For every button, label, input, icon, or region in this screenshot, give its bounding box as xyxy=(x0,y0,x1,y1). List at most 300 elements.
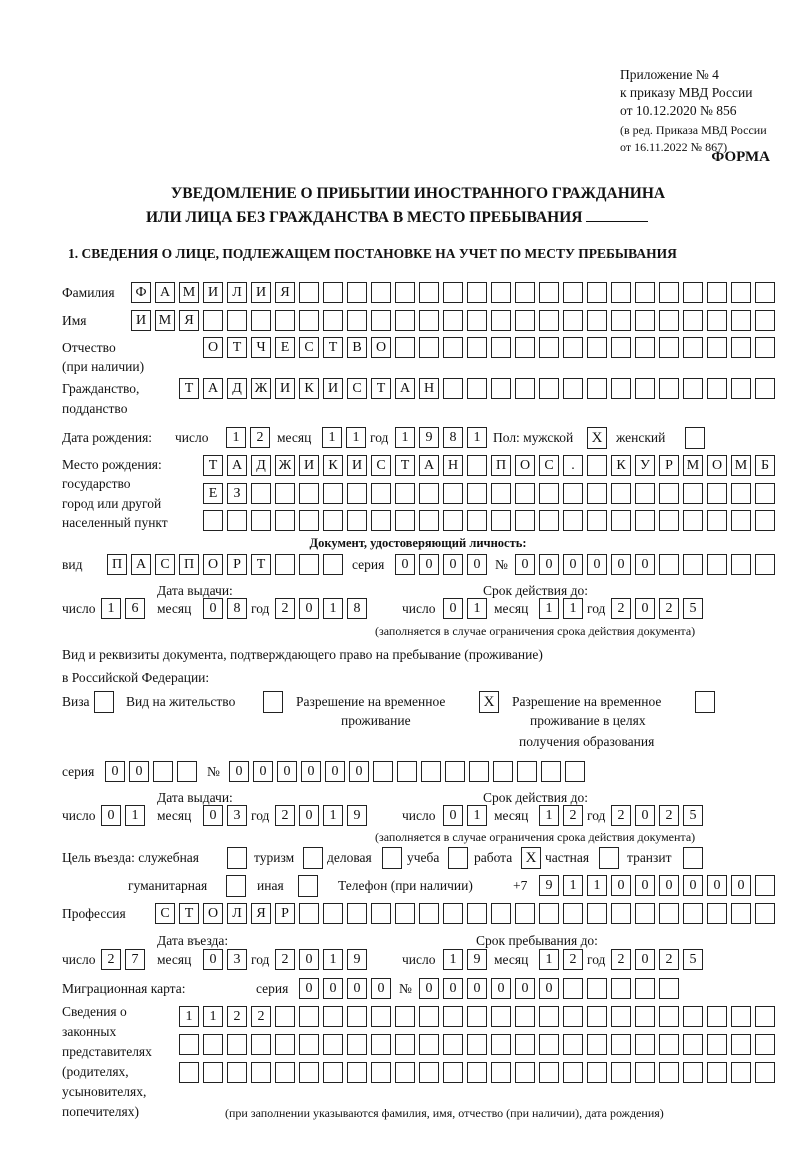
char-cell[interactable] xyxy=(565,761,585,782)
char-cell[interactable]: . xyxy=(563,455,583,476)
char-cell[interactable] xyxy=(683,483,703,504)
char-cell[interactable]: 0 xyxy=(371,978,391,999)
char-cell[interactable] xyxy=(491,310,511,331)
char-cell[interactable] xyxy=(443,1034,463,1055)
char-cell[interactable] xyxy=(395,282,415,303)
char-cell[interactable] xyxy=(731,1006,751,1027)
char-cell[interactable] xyxy=(587,378,607,399)
char-cell[interactable]: 0 xyxy=(515,554,535,575)
char-cell[interactable] xyxy=(251,310,271,331)
char-cell[interactable] xyxy=(491,1006,511,1027)
char-cell[interactable]: 5 xyxy=(683,949,703,970)
char-cell[interactable] xyxy=(587,310,607,331)
char-cell[interactable]: 0 xyxy=(491,978,511,999)
char-cell[interactable] xyxy=(347,903,367,924)
char-cell[interactable] xyxy=(515,1006,535,1027)
char-cell[interactable]: 0 xyxy=(635,805,655,826)
char-cell[interactable] xyxy=(563,337,583,358)
char-cell[interactable]: 2 xyxy=(659,805,679,826)
char-cell[interactable] xyxy=(731,378,751,399)
char-cell[interactable]: 0 xyxy=(707,875,727,896)
char-cell[interactable]: 0 xyxy=(419,554,439,575)
char-cell[interactable] xyxy=(659,378,679,399)
char-cell[interactable]: И xyxy=(299,455,319,476)
char-cell[interactable] xyxy=(203,1034,223,1055)
char-cell[interactable] xyxy=(515,310,535,331)
char-cell[interactable] xyxy=(683,510,703,531)
purpose-private-checkbox[interactable] xyxy=(599,847,619,869)
char-cell[interactable] xyxy=(611,1034,631,1055)
char-cell[interactable]: Р xyxy=(659,455,679,476)
char-cell[interactable] xyxy=(683,378,703,399)
char-cell[interactable] xyxy=(587,1034,607,1055)
char-cell[interactable]: 0 xyxy=(635,554,655,575)
char-cell[interactable]: 0 xyxy=(539,978,559,999)
char-cell[interactable] xyxy=(275,510,295,531)
char-cell[interactable] xyxy=(515,1062,535,1083)
char-cell[interactable]: 9 xyxy=(467,949,487,970)
char-cell[interactable] xyxy=(443,510,463,531)
char-cell[interactable] xyxy=(419,903,439,924)
char-cell[interactable] xyxy=(467,483,487,504)
char-cell[interactable] xyxy=(611,310,631,331)
char-cell[interactable]: П xyxy=(491,455,511,476)
char-cell[interactable]: И xyxy=(251,282,271,303)
purpose-other-checkbox[interactable] xyxy=(298,875,318,897)
char-cell[interactable]: 5 xyxy=(683,598,703,619)
char-cell[interactable]: 0 xyxy=(611,554,631,575)
char-cell[interactable] xyxy=(635,282,655,303)
char-cell[interactable]: А xyxy=(419,455,439,476)
char-cell[interactable]: А xyxy=(227,455,247,476)
char-cell[interactable] xyxy=(611,282,631,303)
char-cell[interactable] xyxy=(731,483,751,504)
char-cell[interactable] xyxy=(443,378,463,399)
char-cell[interactable]: 2 xyxy=(659,598,679,619)
char-cell[interactable] xyxy=(443,483,463,504)
purpose-official-checkbox[interactable] xyxy=(227,847,247,869)
char-cell[interactable] xyxy=(755,1006,775,1027)
char-cell[interactable] xyxy=(299,483,319,504)
char-cell[interactable] xyxy=(731,1062,751,1083)
char-cell[interactable]: 0 xyxy=(101,805,121,826)
char-cell[interactable] xyxy=(707,337,727,358)
char-cell[interactable]: С xyxy=(155,554,175,575)
char-cell[interactable]: О xyxy=(707,455,727,476)
char-cell[interactable]: О xyxy=(371,337,391,358)
char-cell[interactable] xyxy=(347,282,367,303)
char-cell[interactable]: О xyxy=(203,554,223,575)
char-cell[interactable] xyxy=(755,1034,775,1055)
char-cell[interactable] xyxy=(395,1034,415,1055)
char-cell[interactable] xyxy=(251,483,271,504)
char-cell[interactable] xyxy=(515,378,535,399)
char-cell[interactable] xyxy=(755,483,775,504)
char-cell[interactable] xyxy=(683,310,703,331)
char-cell[interactable] xyxy=(347,1006,367,1027)
char-cell[interactable] xyxy=(515,483,535,504)
char-cell[interactable]: 0 xyxy=(467,554,487,575)
char-cell[interactable]: Т xyxy=(371,378,391,399)
char-cell[interactable] xyxy=(755,554,775,575)
char-cell[interactable] xyxy=(323,310,343,331)
char-cell[interactable]: Ж xyxy=(275,455,295,476)
char-cell[interactable] xyxy=(467,282,487,303)
char-cell[interactable]: 1 xyxy=(346,427,366,448)
char-cell[interactable]: Л xyxy=(227,282,247,303)
char-cell[interactable]: 0 xyxy=(301,761,321,782)
char-cell[interactable]: А xyxy=(131,554,151,575)
char-cell[interactable] xyxy=(517,761,537,782)
char-cell[interactable] xyxy=(469,761,489,782)
char-cell[interactable]: 1 xyxy=(101,598,121,619)
char-cell[interactable]: М xyxy=(683,455,703,476)
char-cell[interactable]: 9 xyxy=(539,875,559,896)
char-cell[interactable] xyxy=(491,1034,511,1055)
char-cell[interactable] xyxy=(203,310,223,331)
char-cell[interactable]: К xyxy=(323,455,343,476)
char-cell[interactable] xyxy=(299,282,319,303)
char-cell[interactable]: Т xyxy=(179,903,199,924)
char-cell[interactable] xyxy=(755,378,775,399)
char-cell[interactable]: Б xyxy=(755,455,775,476)
char-cell[interactable] xyxy=(539,337,559,358)
char-cell[interactable] xyxy=(731,510,751,531)
char-cell[interactable] xyxy=(515,337,535,358)
char-cell[interactable] xyxy=(347,510,367,531)
char-cell[interactable] xyxy=(395,483,415,504)
char-cell[interactable] xyxy=(755,1062,775,1083)
char-cell[interactable] xyxy=(395,510,415,531)
char-cell[interactable] xyxy=(419,1034,439,1055)
char-cell[interactable]: 0 xyxy=(539,554,559,575)
char-cell[interactable]: 0 xyxy=(299,978,319,999)
char-cell[interactable] xyxy=(371,310,391,331)
char-cell[interactable] xyxy=(203,510,223,531)
char-cell[interactable] xyxy=(587,1006,607,1027)
char-cell[interactable] xyxy=(467,510,487,531)
char-cell[interactable]: 0 xyxy=(635,598,655,619)
char-cell[interactable]: Д xyxy=(251,455,271,476)
char-cell[interactable] xyxy=(299,510,319,531)
char-cell[interactable]: 0 xyxy=(277,761,297,782)
char-cell[interactable]: И xyxy=(131,310,151,331)
char-cell[interactable]: 1 xyxy=(467,598,487,619)
char-cell[interactable]: А xyxy=(203,378,223,399)
char-cell[interactable] xyxy=(539,903,559,924)
char-cell[interactable] xyxy=(635,1006,655,1027)
char-cell[interactable]: К xyxy=(611,455,631,476)
char-cell[interactable] xyxy=(731,310,751,331)
char-cell[interactable] xyxy=(563,1034,583,1055)
char-cell[interactable] xyxy=(659,337,679,358)
char-cell[interactable]: И xyxy=(275,378,295,399)
char-cell[interactable]: 0 xyxy=(515,978,535,999)
char-cell[interactable]: 0 xyxy=(443,554,463,575)
char-cell[interactable] xyxy=(443,282,463,303)
char-cell[interactable]: 1 xyxy=(563,875,583,896)
char-cell[interactable]: 2 xyxy=(250,427,270,448)
char-cell[interactable]: Д xyxy=(227,378,247,399)
char-cell[interactable] xyxy=(611,337,631,358)
char-cell[interactable]: 2 xyxy=(101,949,121,970)
char-cell[interactable] xyxy=(395,337,415,358)
char-cell[interactable]: 0 xyxy=(347,978,367,999)
char-cell[interactable] xyxy=(635,310,655,331)
char-cell[interactable] xyxy=(227,1062,247,1083)
char-cell[interactable] xyxy=(445,761,465,782)
char-cell[interactable]: 0 xyxy=(587,554,607,575)
char-cell[interactable] xyxy=(395,1062,415,1083)
char-cell[interactable]: 0 xyxy=(253,761,273,782)
char-cell[interactable]: 2 xyxy=(275,598,295,619)
char-cell[interactable] xyxy=(731,282,751,303)
char-cell[interactable]: 3 xyxy=(227,805,247,826)
char-cell[interactable] xyxy=(275,554,295,575)
char-cell[interactable]: Е xyxy=(203,483,223,504)
char-cell[interactable] xyxy=(659,1034,679,1055)
char-cell[interactable] xyxy=(467,337,487,358)
purpose-study-checkbox[interactable] xyxy=(448,847,468,869)
char-cell[interactable]: 0 xyxy=(467,978,487,999)
char-cell[interactable] xyxy=(659,903,679,924)
char-cell[interactable]: 1 xyxy=(203,1006,223,1027)
purpose-transit-checkbox[interactable] xyxy=(683,847,703,869)
char-cell[interactable]: 2 xyxy=(611,805,631,826)
char-cell[interactable] xyxy=(467,455,487,476)
char-cell[interactable]: 0 xyxy=(299,598,319,619)
char-cell[interactable] xyxy=(227,510,247,531)
char-cell[interactable]: 0 xyxy=(203,598,223,619)
char-cell[interactable] xyxy=(755,510,775,531)
char-cell[interactable] xyxy=(707,1034,727,1055)
char-cell[interactable]: 0 xyxy=(731,875,751,896)
char-cell[interactable]: 0 xyxy=(395,554,415,575)
char-cell[interactable] xyxy=(179,1062,199,1083)
purpose-tourism-checkbox[interactable] xyxy=(303,847,323,869)
char-cell[interactable]: 1 xyxy=(323,949,343,970)
char-cell[interactable]: 1 xyxy=(395,427,415,448)
char-cell[interactable] xyxy=(635,483,655,504)
char-cell[interactable]: И xyxy=(203,282,223,303)
char-cell[interactable] xyxy=(443,1006,463,1027)
char-cell[interactable] xyxy=(395,1006,415,1027)
char-cell[interactable] xyxy=(373,761,393,782)
char-cell[interactable]: А xyxy=(395,378,415,399)
char-cell[interactable]: Ф xyxy=(131,282,151,303)
sex-female-checkbox[interactable] xyxy=(685,427,705,449)
char-cell[interactable]: 1 xyxy=(323,598,343,619)
char-cell[interactable] xyxy=(419,337,439,358)
char-cell[interactable] xyxy=(443,903,463,924)
char-cell[interactable]: 0 xyxy=(611,875,631,896)
char-cell[interactable] xyxy=(371,1062,391,1083)
char-cell[interactable] xyxy=(683,1006,703,1027)
char-cell[interactable]: 8 xyxy=(443,427,463,448)
char-cell[interactable]: 1 xyxy=(467,427,487,448)
char-cell[interactable]: Я xyxy=(179,310,199,331)
temp-residence-edu-checkbox[interactable] xyxy=(695,691,715,713)
char-cell[interactable] xyxy=(179,1034,199,1055)
char-cell[interactable] xyxy=(371,1006,391,1027)
char-cell[interactable]: 1 xyxy=(322,427,342,448)
char-cell[interactable] xyxy=(587,978,607,999)
char-cell[interactable] xyxy=(659,1062,679,1083)
char-cell[interactable] xyxy=(421,761,441,782)
char-cell[interactable]: 1 xyxy=(563,598,583,619)
char-cell[interactable] xyxy=(299,1034,319,1055)
char-cell[interactable] xyxy=(587,510,607,531)
char-cell[interactable]: 1 xyxy=(587,875,607,896)
char-cell[interactable] xyxy=(707,1062,727,1083)
char-cell[interactable]: 1 xyxy=(443,949,463,970)
char-cell[interactable] xyxy=(275,1062,295,1083)
char-cell[interactable]: 0 xyxy=(349,761,369,782)
char-cell[interactable] xyxy=(515,510,535,531)
char-cell[interactable] xyxy=(755,310,775,331)
char-cell[interactable] xyxy=(683,1034,703,1055)
char-cell[interactable]: 0 xyxy=(325,761,345,782)
char-cell[interactable] xyxy=(731,554,751,575)
char-cell[interactable]: 1 xyxy=(539,949,559,970)
char-cell[interactable] xyxy=(635,903,655,924)
char-cell[interactable] xyxy=(371,282,391,303)
char-cell[interactable]: А xyxy=(155,282,175,303)
char-cell[interactable] xyxy=(755,282,775,303)
char-cell[interactable] xyxy=(347,310,367,331)
char-cell[interactable] xyxy=(707,282,727,303)
char-cell[interactable] xyxy=(491,337,511,358)
char-cell[interactable] xyxy=(515,282,535,303)
char-cell[interactable] xyxy=(587,483,607,504)
char-cell[interactable]: Я xyxy=(251,903,271,924)
char-cell[interactable] xyxy=(707,483,727,504)
char-cell[interactable]: Н xyxy=(419,378,439,399)
char-cell[interactable]: Е xyxy=(275,337,295,358)
char-cell[interactable]: 2 xyxy=(563,805,583,826)
char-cell[interactable] xyxy=(587,903,607,924)
char-cell[interactable] xyxy=(443,1062,463,1083)
char-cell[interactable] xyxy=(539,1006,559,1027)
char-cell[interactable] xyxy=(755,337,775,358)
char-cell[interactable] xyxy=(371,510,391,531)
char-cell[interactable] xyxy=(635,1062,655,1083)
visa-checkbox[interactable] xyxy=(94,691,114,713)
char-cell[interactable]: П xyxy=(107,554,127,575)
char-cell[interactable]: 0 xyxy=(443,805,463,826)
char-cell[interactable] xyxy=(539,310,559,331)
char-cell[interactable] xyxy=(299,310,319,331)
char-cell[interactable] xyxy=(299,1062,319,1083)
char-cell[interactable] xyxy=(635,1034,655,1055)
char-cell[interactable] xyxy=(299,903,319,924)
char-cell[interactable] xyxy=(323,903,343,924)
char-cell[interactable] xyxy=(323,510,343,531)
char-cell[interactable]: Т xyxy=(179,378,199,399)
char-cell[interactable] xyxy=(227,1034,247,1055)
char-cell[interactable]: М xyxy=(731,455,751,476)
char-cell[interactable]: С xyxy=(371,455,391,476)
char-cell[interactable] xyxy=(419,282,439,303)
char-cell[interactable]: Л xyxy=(227,903,247,924)
char-cell[interactable] xyxy=(731,1034,751,1055)
char-cell[interactable] xyxy=(275,483,295,504)
sex-male-checkbox[interactable]: X xyxy=(587,427,607,449)
char-cell[interactable] xyxy=(635,378,655,399)
char-cell[interactable] xyxy=(491,510,511,531)
char-cell[interactable] xyxy=(707,378,727,399)
char-cell[interactable]: 0 xyxy=(299,949,319,970)
char-cell[interactable] xyxy=(515,903,535,924)
char-cell[interactable]: 0 xyxy=(683,875,703,896)
char-cell[interactable] xyxy=(755,903,775,924)
char-cell[interactable]: 2 xyxy=(611,598,631,619)
char-cell[interactable]: У xyxy=(635,455,655,476)
char-cell[interactable]: Р xyxy=(275,903,295,924)
char-cell[interactable]: 6 xyxy=(125,598,145,619)
char-cell[interactable] xyxy=(371,903,391,924)
char-cell[interactable]: 2 xyxy=(659,949,679,970)
char-cell[interactable]: О xyxy=(203,903,223,924)
char-cell[interactable]: 0 xyxy=(635,875,655,896)
char-cell[interactable] xyxy=(371,1034,391,1055)
char-cell[interactable]: 2 xyxy=(275,805,295,826)
char-cell[interactable] xyxy=(493,761,513,782)
char-cell[interactable] xyxy=(563,1006,583,1027)
char-cell[interactable] xyxy=(541,761,561,782)
char-cell[interactable] xyxy=(251,510,271,531)
char-cell[interactable]: З xyxy=(227,483,247,504)
char-cell[interactable]: С xyxy=(539,455,559,476)
char-cell[interactable] xyxy=(515,1034,535,1055)
char-cell[interactable]: О xyxy=(203,337,223,358)
char-cell[interactable]: Т xyxy=(395,455,415,476)
char-cell[interactable] xyxy=(299,554,319,575)
char-cell[interactable] xyxy=(563,310,583,331)
char-cell[interactable]: С xyxy=(347,378,367,399)
char-cell[interactable] xyxy=(491,282,511,303)
char-cell[interactable] xyxy=(587,1062,607,1083)
char-cell[interactable]: Ж xyxy=(251,378,271,399)
char-cell[interactable] xyxy=(275,310,295,331)
char-cell[interactable]: 0 xyxy=(443,978,463,999)
char-cell[interactable] xyxy=(395,310,415,331)
char-cell[interactable]: Т xyxy=(227,337,247,358)
char-cell[interactable] xyxy=(275,1006,295,1027)
char-cell[interactable] xyxy=(491,483,511,504)
char-cell[interactable] xyxy=(539,378,559,399)
char-cell[interactable] xyxy=(563,1062,583,1083)
char-cell[interactable]: 2 xyxy=(275,949,295,970)
char-cell[interactable]: И xyxy=(323,378,343,399)
char-cell[interactable] xyxy=(611,1006,631,1027)
char-cell[interactable]: 9 xyxy=(347,805,367,826)
char-cell[interactable]: П xyxy=(179,554,199,575)
char-cell[interactable] xyxy=(611,483,631,504)
char-cell[interactable]: 0 xyxy=(129,761,149,782)
char-cell[interactable] xyxy=(707,310,727,331)
char-cell[interactable] xyxy=(491,903,511,924)
char-cell[interactable] xyxy=(323,1034,343,1055)
char-cell[interactable] xyxy=(659,310,679,331)
char-cell[interactable] xyxy=(203,1062,223,1083)
char-cell[interactable] xyxy=(611,978,631,999)
char-cell[interactable]: 2 xyxy=(611,949,631,970)
char-cell[interactable] xyxy=(347,483,367,504)
char-cell[interactable] xyxy=(683,903,703,924)
char-cell[interactable]: 1 xyxy=(179,1006,199,1027)
char-cell[interactable] xyxy=(177,761,197,782)
